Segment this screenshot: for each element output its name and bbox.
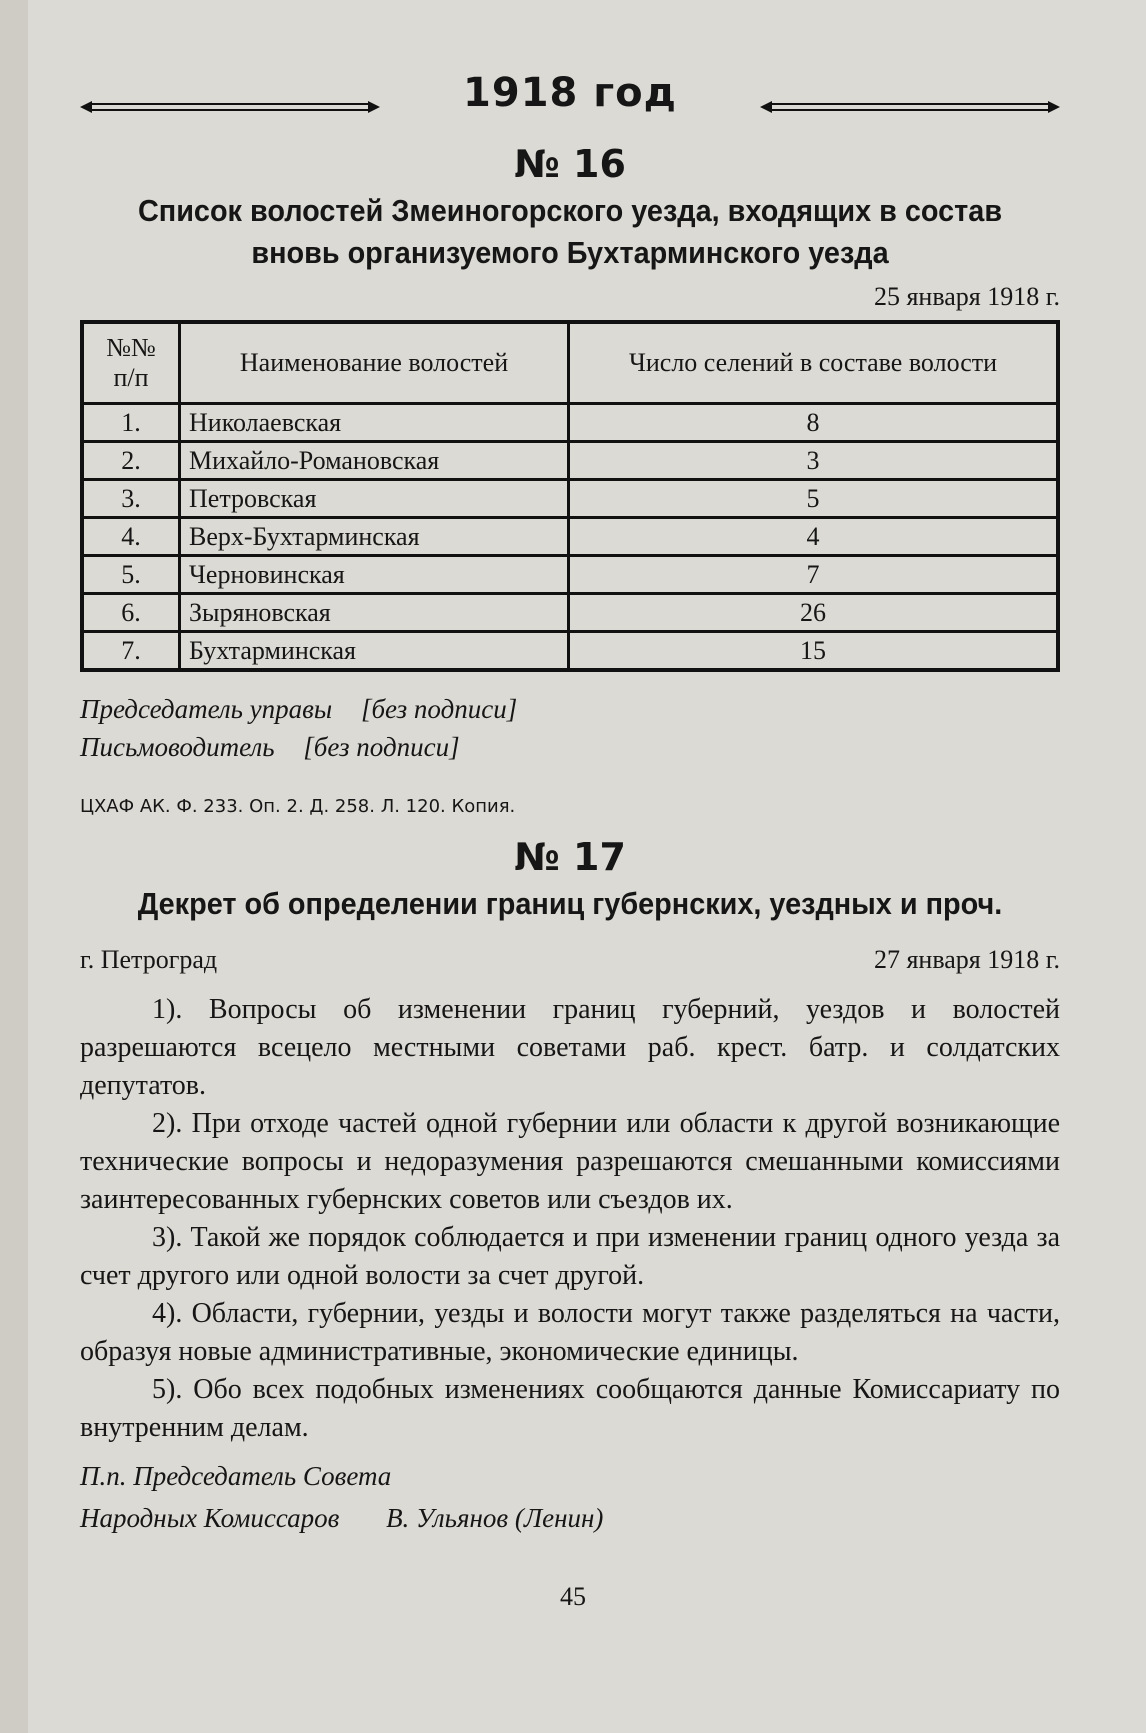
row-count: 7 bbox=[569, 556, 1059, 594]
page-edge bbox=[0, 0, 28, 1733]
doc16-archive-ref: ЦХАФ АК. Ф. 233. Оп. 2. Д. 258. Л. 120. Копия. bbox=[80, 796, 516, 817]
row-count: 3 bbox=[569, 442, 1059, 480]
doc16-title-line1: Список волостей Змеиногорского уезда, входящих в состав bbox=[137, 193, 1003, 228]
row-number: 2. bbox=[82, 442, 180, 480]
table-row bbox=[82, 442, 1058, 480]
row-number: 4. bbox=[82, 518, 180, 556]
table-row bbox=[82, 480, 1058, 518]
table-row bbox=[82, 518, 1058, 556]
signature-clerk-role: Письмоводитель bbox=[80, 732, 275, 762]
table-row bbox=[82, 594, 1058, 632]
col-name-header: Наименование волостей bbox=[180, 322, 569, 404]
row-number: 1. bbox=[121, 408, 141, 437]
row-number: 7. bbox=[82, 632, 180, 671]
row-count: 8 bbox=[569, 404, 1059, 442]
doc16-number: № 16 bbox=[514, 142, 626, 186]
col-number-line1: №№ bbox=[106, 333, 156, 362]
row-name: Зыряновская bbox=[180, 594, 569, 632]
year-title: 1918 год bbox=[463, 70, 677, 116]
decree-paragraph-3: 3). Такой же порядок соблюдается и при изменении границ одного уезда за счет другого или одной волости за счет другой. bbox=[80, 1222, 1060, 1291]
doc17-sign-line2 bbox=[80, 1497, 1060, 1539]
signature-chairman-role: Председатель управы bbox=[80, 694, 333, 724]
col-number-line2: п/п bbox=[113, 363, 149, 392]
signature-clerk bbox=[80, 728, 1060, 766]
col-number-header bbox=[82, 322, 180, 404]
row-number: 5. bbox=[82, 556, 180, 594]
doc17-signature bbox=[80, 1455, 1060, 1539]
row-number: 3. bbox=[82, 480, 180, 518]
row-name: Петровская bbox=[180, 480, 569, 518]
col-count-header: Число селений в составе волости bbox=[569, 322, 1059, 404]
decree-paragraph-4: 4). Области, губернии, уезды и волости могут также разделяться на части, образуя новые административные, экономические единицы. bbox=[80, 1298, 1060, 1367]
page-content bbox=[80, 70, 1060, 1539]
signature-clerk-note: [без подписи] bbox=[303, 732, 460, 762]
right-ornament-icon bbox=[760, 100, 1060, 114]
page-number: 45 bbox=[560, 1582, 586, 1611]
year-header bbox=[80, 70, 1060, 140]
doc17-number: № 17 bbox=[514, 835, 626, 879]
signature-chairman-note: [без подписи] bbox=[360, 694, 518, 724]
row-count: 5 bbox=[569, 480, 1059, 518]
decree-paragraph-2: 2). При отходе частей одной губернии или области к другой возникающие технические вопросы и недоразумения разрешаются смешанными комиссиями заинтересованных губернских советов или съездов их. bbox=[80, 1108, 1060, 1215]
table-header-row bbox=[82, 322, 1058, 404]
doc17-sign-name: В. Ульянов (Ленин) bbox=[386, 1503, 604, 1533]
row-name: Черновинская bbox=[180, 556, 569, 594]
doc16-date: 25 января 1918 г. bbox=[873, 282, 1060, 311]
row-number: 6. bbox=[82, 594, 180, 632]
decree-paragraph-1: 1). Вопросы об изменении границ губерний, уездов и волостей разрешаются всецело местными советами раб. крест. батр. и солдатских депутатов. bbox=[80, 994, 1060, 1101]
doc16-title bbox=[114, 190, 1025, 274]
doc16-title-line2: вновь организуемого Бухтарминского уезда bbox=[251, 235, 889, 270]
row-count: 15 bbox=[569, 632, 1059, 671]
doc17-place-date bbox=[80, 945, 1060, 985]
row-count: 4 bbox=[569, 518, 1059, 556]
doc17-sign-title: Народных Комиссаров bbox=[80, 1503, 340, 1533]
doc16-signatures bbox=[80, 690, 1060, 766]
row-name: Верх-Бухтарминская bbox=[180, 518, 569, 556]
row-count: 26 bbox=[569, 594, 1059, 632]
row-name: Бухтарминская bbox=[180, 632, 569, 671]
row-name: Михайло-Романовская bbox=[180, 442, 569, 480]
doc17-place: г. Петроград bbox=[80, 945, 218, 974]
doc17-sign-line1: П.п. Председатель Совета bbox=[80, 1461, 392, 1491]
row-name: Николаевская bbox=[180, 404, 569, 442]
signature-chairman bbox=[80, 690, 1060, 728]
volost-table bbox=[80, 320, 1060, 672]
doc17-date: 27 января 1918 г. bbox=[873, 945, 1060, 974]
table-row bbox=[82, 632, 1058, 671]
table-row bbox=[82, 556, 1058, 594]
doc17-title: Декрет об определении границ губернских, уездных и проч. bbox=[137, 886, 1003, 921]
decree-paragraph-5: 5). Обо всех подобных изменениях сообщаются данные Комиссариату по внутренним делам. bbox=[80, 1374, 1060, 1443]
table-row bbox=[82, 404, 1058, 442]
